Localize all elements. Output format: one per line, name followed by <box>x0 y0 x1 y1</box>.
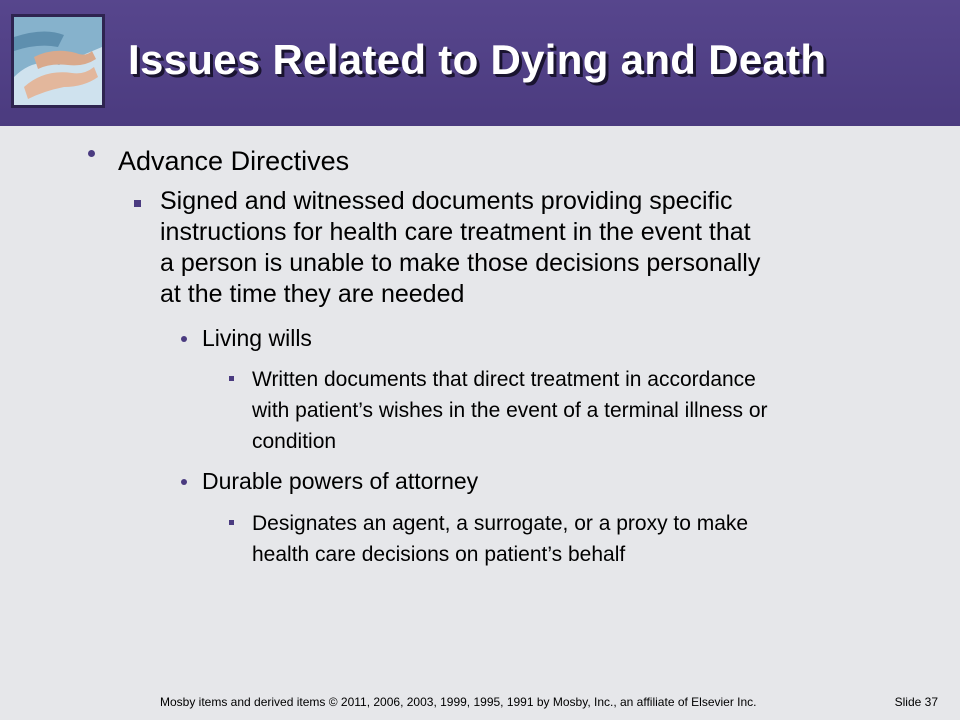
slide-number: Slide 37 <box>894 695 938 709</box>
bullet-advance-directives: Advance Directives <box>118 146 350 176</box>
bullet-dot-icon <box>181 336 187 342</box>
hands-illustration-icon <box>14 17 102 105</box>
slide-footer <box>0 695 960 715</box>
square-bullet-icon <box>229 520 234 525</box>
bullet-living-wills: Living wills <box>202 325 312 351</box>
slide-title: Issues Related to Dying and Death <box>128 36 827 83</box>
durable-powers-line-2: health care decisions on patient’s behalf <box>252 543 626 566</box>
bullet-dot-icon <box>88 150 95 157</box>
definition-line-2: instructions for health care treatment in the event that <box>160 218 751 246</box>
bullet-durable-powers: Durable powers of attorney <box>202 468 479 494</box>
square-bullet-icon <box>229 376 234 381</box>
living-wills-line-2: with patient’s wishes in the event of a terminal illness or <box>252 399 768 422</box>
slide-header <box>0 0 960 126</box>
definition-line-3: a person is unable to make those decisions personally <box>160 249 761 277</box>
slide-content <box>0 126 960 686</box>
definition-line-4: at the time they are needed <box>160 280 465 308</box>
living-wills-line-3: condition <box>252 430 337 453</box>
header-photo-hands <box>11 14 105 108</box>
bullet-dot-icon <box>181 479 187 485</box>
square-bullet-icon <box>134 200 141 207</box>
definition-line-1: Signed and witnessed documents providing specific <box>160 187 733 215</box>
copyright-notice: Mosby items and derived items © 2011, 2006, 2003, 1999, 1995, 1991 by Mosby, Inc., an affiliate of Elsevier Inc. <box>160 695 757 709</box>
living-wills-line-1: Written documents that direct treatment in accordance <box>252 368 756 391</box>
durable-powers-line-1: Designates an agent, a surrogate, or a proxy to make <box>252 512 749 535</box>
